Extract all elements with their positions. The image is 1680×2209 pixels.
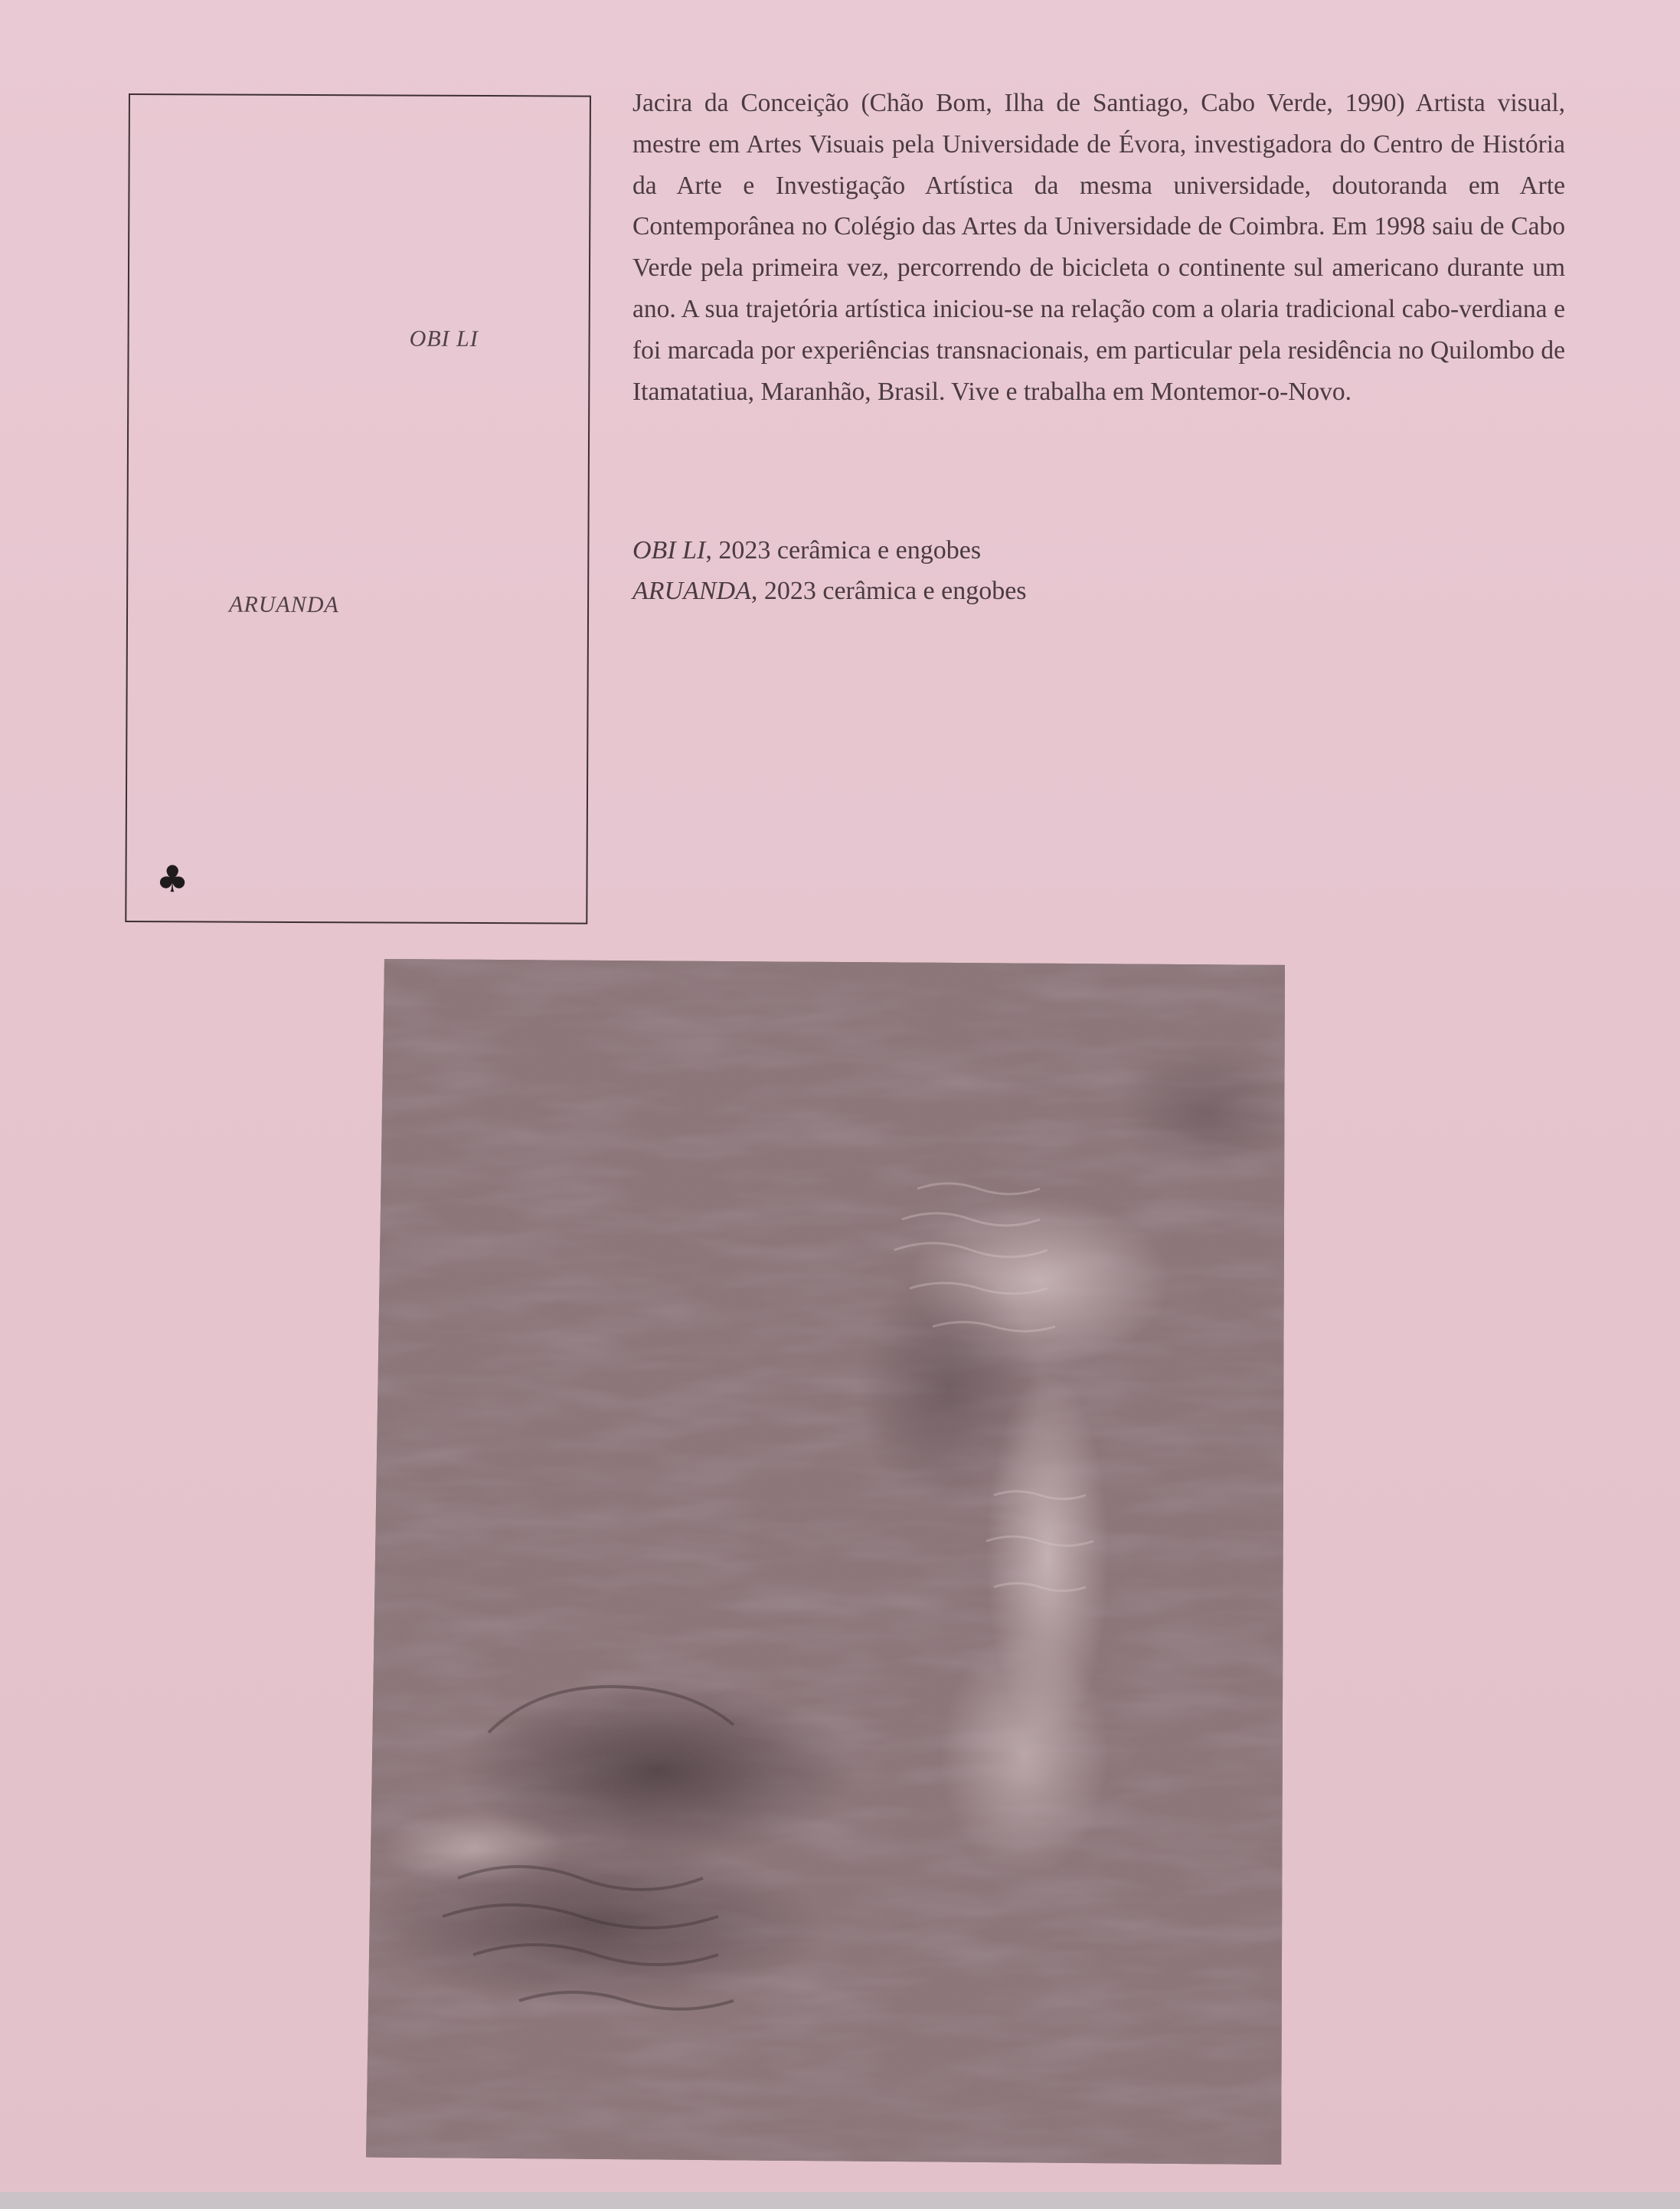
works-list <box>632 530 1027 611</box>
plan-label-obi-li: OBI LI <box>409 326 479 352</box>
page-bottom-edge <box>0 2192 1680 2209</box>
work-details: , 2023 cerâmica e engobes <box>750 577 1027 605</box>
artist-bio: Jacira da Conceição (Chão Bom, Ilha de Santiago, Cabo Verde, 1990) Artista visual, mestre em Artes Visuais pela Universidade de Évora, investigadora do Centro de História da Arte e Investigação Artística da mesma universidade, doutoranda em Arte Contemporânea no Colégio das Artes da Universidade de Coimbra. Em 1998 saiu de Cabo Verde pela primeira vez, percorrendo de bicicleta o continente sul americano durante um ano. A sua trajetória artística iniciou-se na relação com a olaria tradicional cabo-verdiana e foi marcada por experiências transnacionais, em particular pela residência no Quilombo de Itamatatiua, Maranhão, Brasil. Vive e trabalha em Montemor-o-Novo. <box>632 89 1565 406</box>
work-title: OBI LI <box>632 536 706 565</box>
plan-label-aruanda: ARUANDA <box>229 591 339 618</box>
club-icon: ♣ <box>155 858 189 902</box>
photo-image <box>366 959 1285 2165</box>
work-details: , 2023 cerâmica e engobes <box>705 536 982 565</box>
work-item <box>632 530 1027 571</box>
water-surface-photo <box>366 959 1285 2165</box>
work-title: ARUANDA <box>632 577 751 605</box>
floor-plan-box <box>125 93 591 925</box>
work-item <box>632 571 1027 611</box>
